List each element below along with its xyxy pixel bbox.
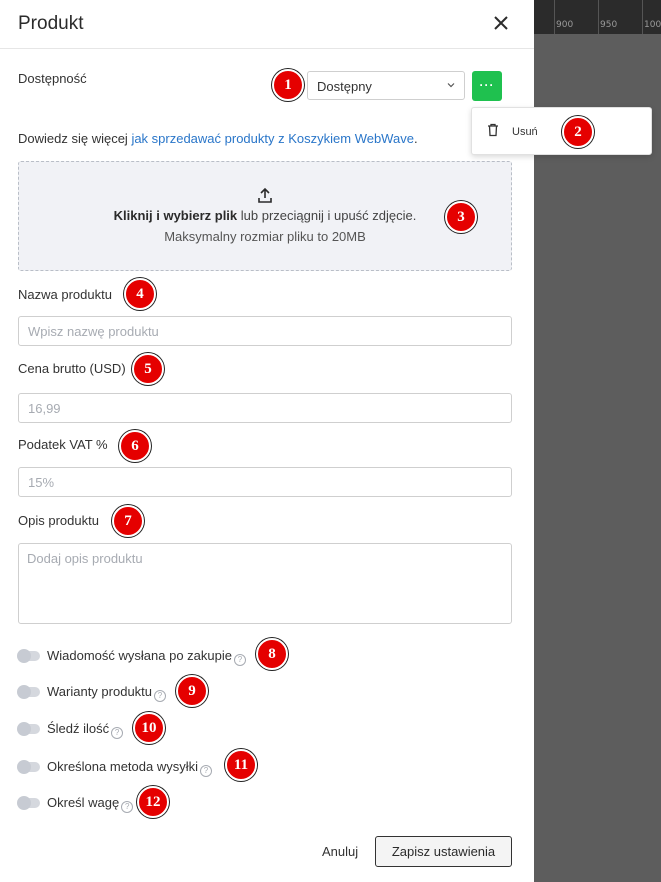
image-dropzone[interactable]	[18, 161, 512, 271]
toggle-label-text: Wiadomość wysłana po zakupie	[47, 648, 232, 663]
upload-bold-text: Kliknij i wybierz plik	[113, 208, 238, 223]
description-label: Opis produktu	[18, 513, 99, 528]
name-input[interactable]	[18, 316, 512, 346]
info-prefix: Dowiedz się więcej	[18, 131, 132, 146]
vat-label: Podatek VAT %	[18, 437, 108, 452]
ruler-tick: 100	[644, 20, 661, 30]
upload-icon	[257, 187, 273, 204]
toggle-weight[interactable]	[18, 798, 40, 808]
upload-rest-text: lub przeciągnij i upuść zdjęcie.	[237, 208, 417, 223]
toggle-product-variants[interactable]	[18, 687, 40, 697]
ruler-tick: 900	[556, 20, 574, 30]
help-icon[interactable]: ?	[234, 654, 246, 666]
toggle-label	[47, 759, 212, 777]
annotation-badge: 1	[272, 69, 304, 101]
help-icon[interactable]: ?	[121, 801, 133, 813]
panel-header	[0, 0, 534, 49]
cancel-button[interactable]: Anuluj	[322, 844, 359, 859]
annotation-badge: 11	[225, 749, 257, 781]
toggle-label-text: Określ wagę	[47, 795, 120, 810]
ruler-line	[554, 0, 555, 34]
toggle-label	[47, 795, 133, 813]
annotation-badge: 4	[124, 278, 156, 310]
trash-icon	[487, 123, 499, 137]
vat-input[interactable]	[18, 467, 512, 497]
chevron-down-icon	[446, 80, 456, 90]
info-text	[18, 131, 418, 146]
annotation-badge: 2	[562, 116, 594, 148]
availability-select[interactable]	[307, 71, 465, 100]
description-textarea[interactable]	[18, 543, 512, 624]
availability-label: Dostępność	[18, 71, 87, 86]
ruler-line	[598, 0, 599, 34]
ellipsis-icon: ···	[479, 78, 495, 92]
page-title: Produkt	[18, 13, 84, 34]
more-options-button[interactable]	[472, 71, 502, 101]
help-icon[interactable]: ?	[111, 727, 123, 739]
upload-instructions	[19, 208, 511, 223]
save-button[interactable]: Zapisz ustawienia	[375, 836, 512, 867]
toggle-track-quantity[interactable]	[18, 724, 40, 734]
annotation-badge: 5	[132, 353, 164, 385]
annotation-badge: 8	[256, 638, 288, 670]
annotation-badge: 9	[176, 675, 208, 707]
toggle-label	[47, 684, 166, 702]
annotation-badge: 10	[133, 712, 165, 744]
ruler-line	[642, 0, 643, 34]
toggle-purchase-message[interactable]	[18, 651, 40, 661]
ruler-tick: 950	[600, 20, 618, 30]
toggle-shipping-method[interactable]	[18, 762, 40, 772]
annotation-badge: 12	[137, 786, 169, 818]
info-link[interactable]: jak sprzedawać produkty z Koszykiem WebWave	[131, 131, 414, 146]
close-icon[interactable]	[490, 12, 512, 34]
price-label: Cena brutto (USD)	[18, 361, 126, 376]
info-suffix: .	[413, 131, 418, 146]
annotation-badge: 7	[112, 505, 144, 537]
help-icon[interactable]: ?	[200, 765, 212, 777]
annotation-badge: 6	[119, 430, 151, 462]
menu-item-label: Usuń	[512, 126, 538, 138]
annotation-badge: 3	[445, 201, 477, 233]
canvas-ruler	[534, 0, 661, 34]
toggle-label	[47, 721, 123, 739]
upload-max-size: Maksymalny rozmiar pliku to 20MB	[164, 229, 366, 244]
availability-value: Dostępny	[317, 79, 372, 94]
help-icon[interactable]: ?	[154, 690, 166, 702]
toggle-label	[47, 648, 246, 666]
name-label: Nazwa produktu	[18, 287, 112, 302]
price-input[interactable]	[18, 393, 512, 423]
toggle-label-text: Warianty produktu	[47, 684, 153, 699]
toggle-label-text: Śledź ilość	[47, 721, 110, 736]
toggle-label-text: Określona metoda wysyłki	[47, 759, 198, 774]
